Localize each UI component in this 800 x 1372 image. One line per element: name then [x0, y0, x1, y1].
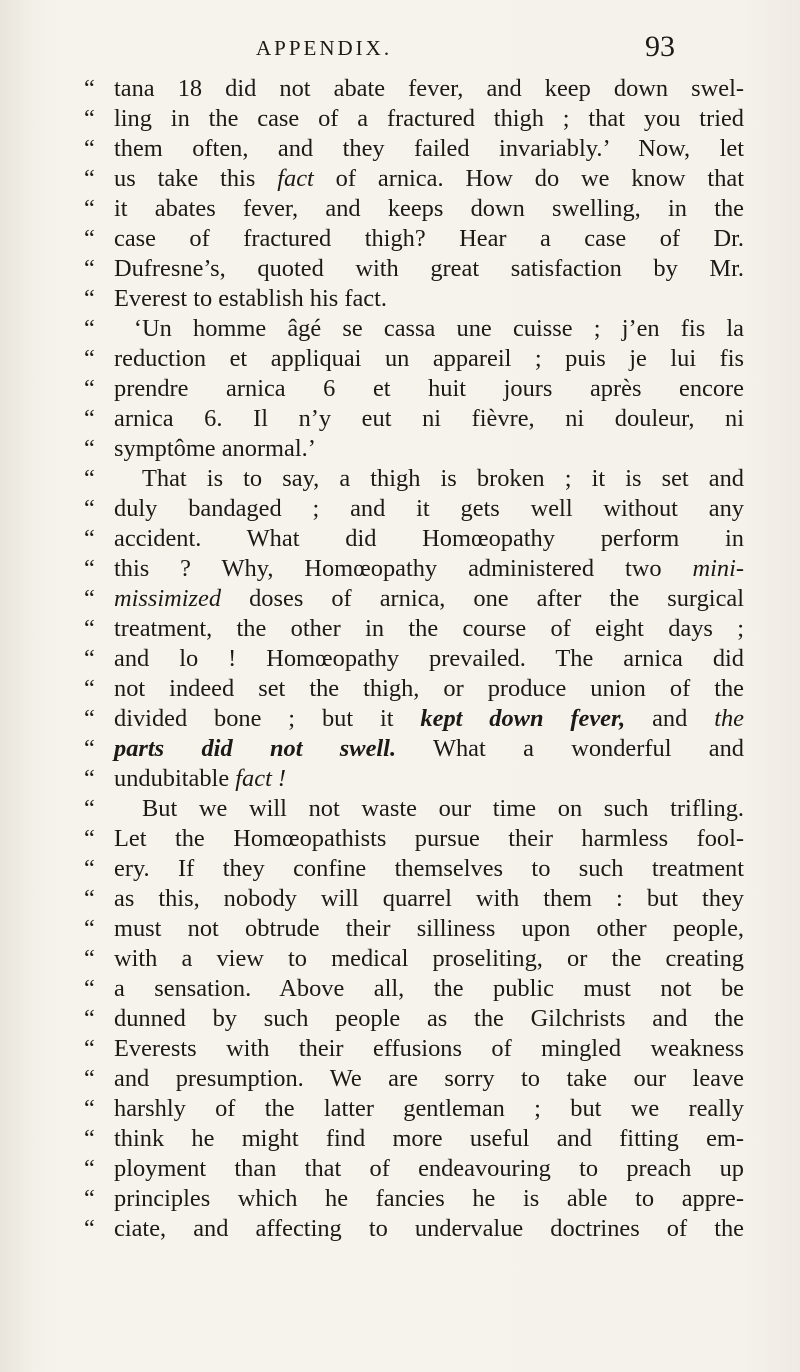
text-line [84, 434, 744, 464]
body-text [84, 74, 744, 1244]
text-line [84, 134, 744, 164]
quote-mark: “ [84, 255, 95, 282]
text-line [84, 794, 744, 824]
line-text: ery. If they confine themselves to such treatment [114, 855, 744, 882]
line-text: But we will not waste our time on such trifling. [142, 795, 744, 822]
bold-italic-text: kept down fever, [420, 705, 626, 732]
line-text: duly bandaged ; and it gets well without any [114, 495, 744, 522]
text-line [84, 494, 744, 524]
line-text: treatment, the other in the course of eight days ; [114, 615, 744, 642]
text-line [84, 1004, 744, 1034]
quote-mark: “ [84, 585, 95, 612]
italic-text: fact ! [235, 765, 287, 792]
line-text: principles which he fancies he is able to appre- [114, 1185, 744, 1212]
quote-mark: “ [84, 675, 95, 702]
quote-mark: “ [84, 1125, 95, 1152]
quote-mark: “ [84, 285, 95, 312]
line-text: of arnica. How do we know that [313, 165, 744, 192]
line-text: symptôme anormal.’ [114, 435, 316, 462]
text-line [84, 254, 744, 284]
quote-mark: “ [84, 645, 95, 672]
line-text: reduction et appliquai un appareil ; puis je lui fis [114, 345, 744, 372]
text-line [84, 974, 744, 1004]
quote-mark: “ [84, 465, 95, 492]
line-text: undubitable [114, 765, 236, 792]
text-line [84, 1064, 744, 1094]
line-text: as this, nobody will quarrel with them : but they [114, 885, 744, 912]
quote-mark: “ [84, 735, 95, 762]
text-line [84, 854, 744, 884]
quote-mark: “ ‘ [84, 315, 142, 342]
quote-mark: “ [84, 375, 95, 402]
bold-italic-text: parts did not swell. [114, 735, 397, 762]
text-line [84, 164, 744, 194]
quote-mark: “ [84, 1065, 95, 1092]
text-line [84, 644, 744, 674]
quote-mark: “ [84, 165, 95, 192]
line-text: ling in the case of a fractured thigh ; that you tried [114, 105, 744, 132]
text-line [84, 884, 744, 914]
page-header [0, 32, 800, 66]
line-text: us take this [114, 165, 278, 192]
text-line [84, 1184, 744, 1214]
quote-mark: “ [84, 75, 95, 102]
text-line [84, 374, 744, 404]
line-text: dunned by such people as the Gilchrists and the [114, 1005, 744, 1032]
text-line [84, 524, 744, 554]
line-text: divided bone ; but it [114, 705, 421, 732]
text-line [84, 1124, 744, 1154]
text-line [84, 824, 744, 854]
line-text: Dufresne’s, quoted with great satisfaction by Mr. [114, 255, 744, 282]
italic-text: mini- [692, 555, 744, 582]
line-text: Everest to establish his fact. [114, 285, 387, 312]
text-line [84, 464, 744, 494]
running-title: APPENDIX. [256, 36, 393, 60]
quote-mark: “ [84, 1005, 95, 1032]
line-text: arnica 6. Il n’y eut ni fièvre, ni douleur, ni [114, 405, 744, 432]
line-text: this ? Why, Homœopathy administered two [114, 555, 693, 582]
text-line [84, 104, 744, 134]
line-text: harshly of the latter gentleman ; but we really [114, 1095, 744, 1122]
quote-mark: “ [84, 855, 95, 882]
italic-text: missimized [114, 585, 222, 612]
line-text: it abates fever, and keeps down swelling, in the [114, 195, 744, 222]
line-text: Let the Homœopathists pursue their harmless fool- [114, 825, 744, 852]
line-text: tana 18 did not abate fever, and keep down swel- [114, 75, 744, 102]
quote-mark: “ [84, 225, 95, 252]
page-number: 93 [645, 30, 675, 63]
quote-mark: “ [84, 495, 95, 522]
text-line [84, 764, 744, 794]
italic-text: the [714, 705, 744, 732]
line-text: doses of arnica, one after the surgical [221, 585, 744, 612]
text-line [84, 1214, 744, 1244]
text-line [84, 914, 744, 944]
quote-mark: “ [84, 105, 95, 132]
line-text: and [625, 705, 715, 732]
quote-mark: “ [84, 705, 95, 732]
text-line [84, 1034, 744, 1064]
quote-mark: “ [84, 1035, 95, 1062]
text-line [84, 1094, 744, 1124]
text-line [84, 584, 744, 614]
line-text: accident. What did Homœopathy perform in [114, 525, 744, 552]
line-text: ciate, and affecting to undervalue doctrines of the [114, 1215, 744, 1242]
line-text: think he might find more useful and fitting em- [114, 1125, 744, 1152]
text-line [84, 284, 744, 314]
quote-mark: “ [84, 975, 95, 1002]
quote-mark: “ [84, 435, 95, 462]
line-text: Everests with their effusions of mingled weakness [114, 1035, 744, 1062]
line-text: That is to say, a thigh is broken ; it is set and [142, 465, 744, 492]
quote-mark: “ [84, 525, 95, 552]
quote-mark: “ [84, 1215, 95, 1242]
quote-mark: “ [84, 1185, 95, 1212]
quote-mark: “ [84, 615, 95, 642]
line-text: and lo ! Homœopathy prevailed. The arnica did [114, 645, 744, 672]
quote-mark: “ [84, 885, 95, 912]
quote-mark: “ [84, 825, 95, 852]
quote-mark: “ [84, 195, 95, 222]
text-line [84, 404, 744, 434]
text-line [84, 944, 744, 974]
text-line [84, 1154, 744, 1184]
text-line [84, 74, 744, 104]
line-text: must not obtrude their silliness upon other people, [114, 915, 744, 942]
text-line [84, 554, 744, 584]
line-text: with a view to medical proseliting, or the creating [114, 945, 744, 972]
line-text: a sensation. Above all, the public must not be [114, 975, 744, 1002]
line-text: ployment than that of endeavouring to preach up [114, 1155, 744, 1182]
text-line [84, 194, 744, 224]
line-text: case of fractured thigh? Hear a case of Dr. [114, 225, 744, 252]
text-line [84, 704, 744, 734]
text-line [84, 674, 744, 704]
quote-mark: “ [84, 795, 95, 822]
line-text: What a wonderful and [396, 735, 744, 762]
quote-mark: “ [84, 765, 95, 792]
quote-mark: “ [84, 555, 95, 582]
italic-text: fact [277, 165, 314, 192]
quote-mark: “ [84, 915, 95, 942]
line-text: them often, and they failed invariably.’ Now, let [114, 135, 744, 162]
quote-mark: “ [84, 1095, 95, 1122]
quote-mark: “ [84, 345, 95, 372]
quote-mark: “ [84, 945, 95, 972]
line-text: Un homme âgé se cassa une cuisse ; j’en fis la [142, 315, 744, 342]
text-line [84, 734, 744, 764]
text-line [84, 314, 744, 344]
quote-mark: “ [84, 405, 95, 432]
quote-mark: “ [84, 1155, 95, 1182]
line-text: not indeed set the thigh, or produce union of the [114, 675, 744, 702]
line-text: and presumption. We are sorry to take our leave [114, 1065, 744, 1092]
line-text: prendre arnica 6 et huit jours après encore [114, 375, 744, 402]
text-line [84, 344, 744, 374]
text-line [84, 614, 744, 644]
quote-mark: “ [84, 135, 95, 162]
text-line [84, 224, 744, 254]
